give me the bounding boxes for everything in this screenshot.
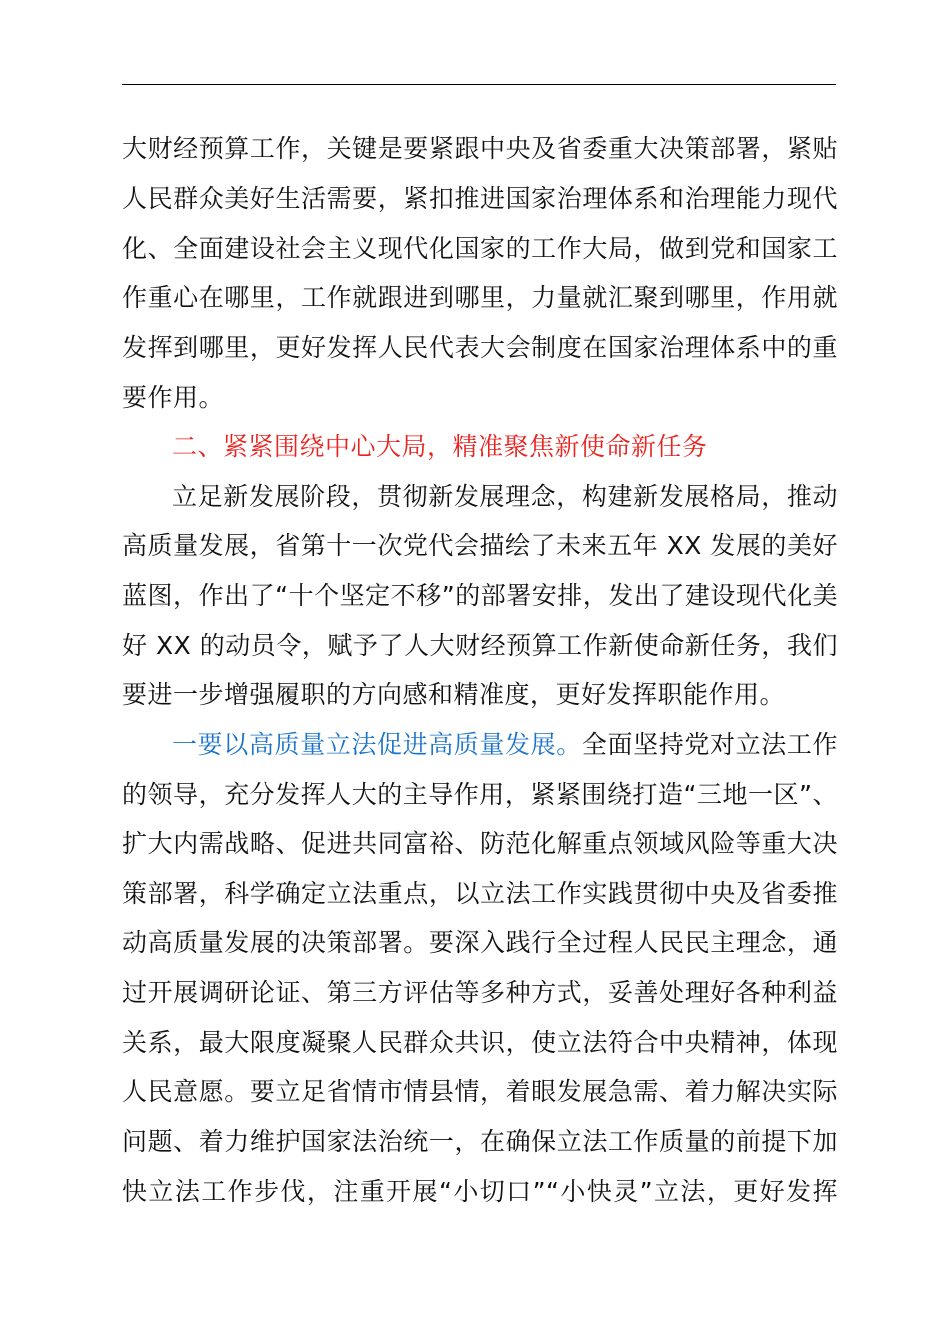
- point-lead-rest: 全面坚持党对立法工作: [581, 730, 838, 759]
- text-line: 快立法工作步伐，注重开展“小切口”“小快灵”立法，更好发挥: [122, 1177, 838, 1206]
- text-line: 扩大内需战略、促进共同富裕、防范化解重点领域风险等重大决: [122, 829, 838, 858]
- text-line: 蓝图，作出了“十个坚定不移”的部署安排，发出了建设现代化美: [122, 581, 838, 610]
- text-line: 大财经预算工作，关键是要紧跟中央及省委重大决策部署，紧贴: [122, 134, 838, 163]
- text-line: 化、全面建设社会主义现代化国家的工作大局，做到党和国家工: [122, 234, 838, 263]
- text-line: 策部署，科学确定立法重点，以立法工作实践贯彻中央及省委推: [122, 879, 838, 908]
- text-line: 好 XX 的动员令，赋予了人大财经预算工作新使命新任务，我们: [122, 631, 838, 660]
- text-line: 作重心在哪里，工作就跟进到哪里，力量就汇聚到哪里，作用就: [122, 283, 838, 312]
- section-heading: 二、紧紧围绕中心大局，精准聚焦新使命新任务: [172, 432, 708, 461]
- header-rule: [122, 84, 836, 85]
- text-line: [172, 720, 838, 769]
- text-line: 人民群众美好生活需要，紧扣推进国家治理体系和治理能力现代: [122, 184, 838, 213]
- text-line: 过开展调研论证、第三方评估等多种方式，妥善处理好各种利益: [122, 978, 838, 1007]
- text-line: 高质量发展，省第十一次党代会描绘了未来五年 XX 发展的美好: [122, 531, 838, 560]
- point-lead: 一要以高质量立法促进高质量发展。: [172, 730, 582, 759]
- text-line: 要进一步增强履职的方向感和精准度，更好发挥职能作用。: [122, 680, 786, 709]
- text-line: 问题、着力维护国家法治统一，在确保立法工作质量的前提下加: [122, 1127, 838, 1156]
- text-line: 的领导，充分发挥人大的主导作用，紧紧围绕打造“三地一区”、: [122, 780, 838, 809]
- text-line: 人民意愿。要立足省情市情县情，着眼发展急需、着力解决实际: [122, 1077, 838, 1106]
- text-line: 动高质量发展的决策部署。要深入践行全过程人民民主理念，通: [122, 928, 838, 957]
- text-line: 发挥到哪里，更好发挥人民代表大会制度在国家治理体系中的重: [122, 333, 838, 362]
- text-line: 要作用。: [122, 383, 225, 412]
- text-line: 立足新发展阶段，贯彻新发展理念，构建新发展格局，推动: [172, 482, 838, 511]
- text-line: 关系，最大限度凝聚人民群众共识，使立法符合中央精神，体现: [122, 1028, 838, 1057]
